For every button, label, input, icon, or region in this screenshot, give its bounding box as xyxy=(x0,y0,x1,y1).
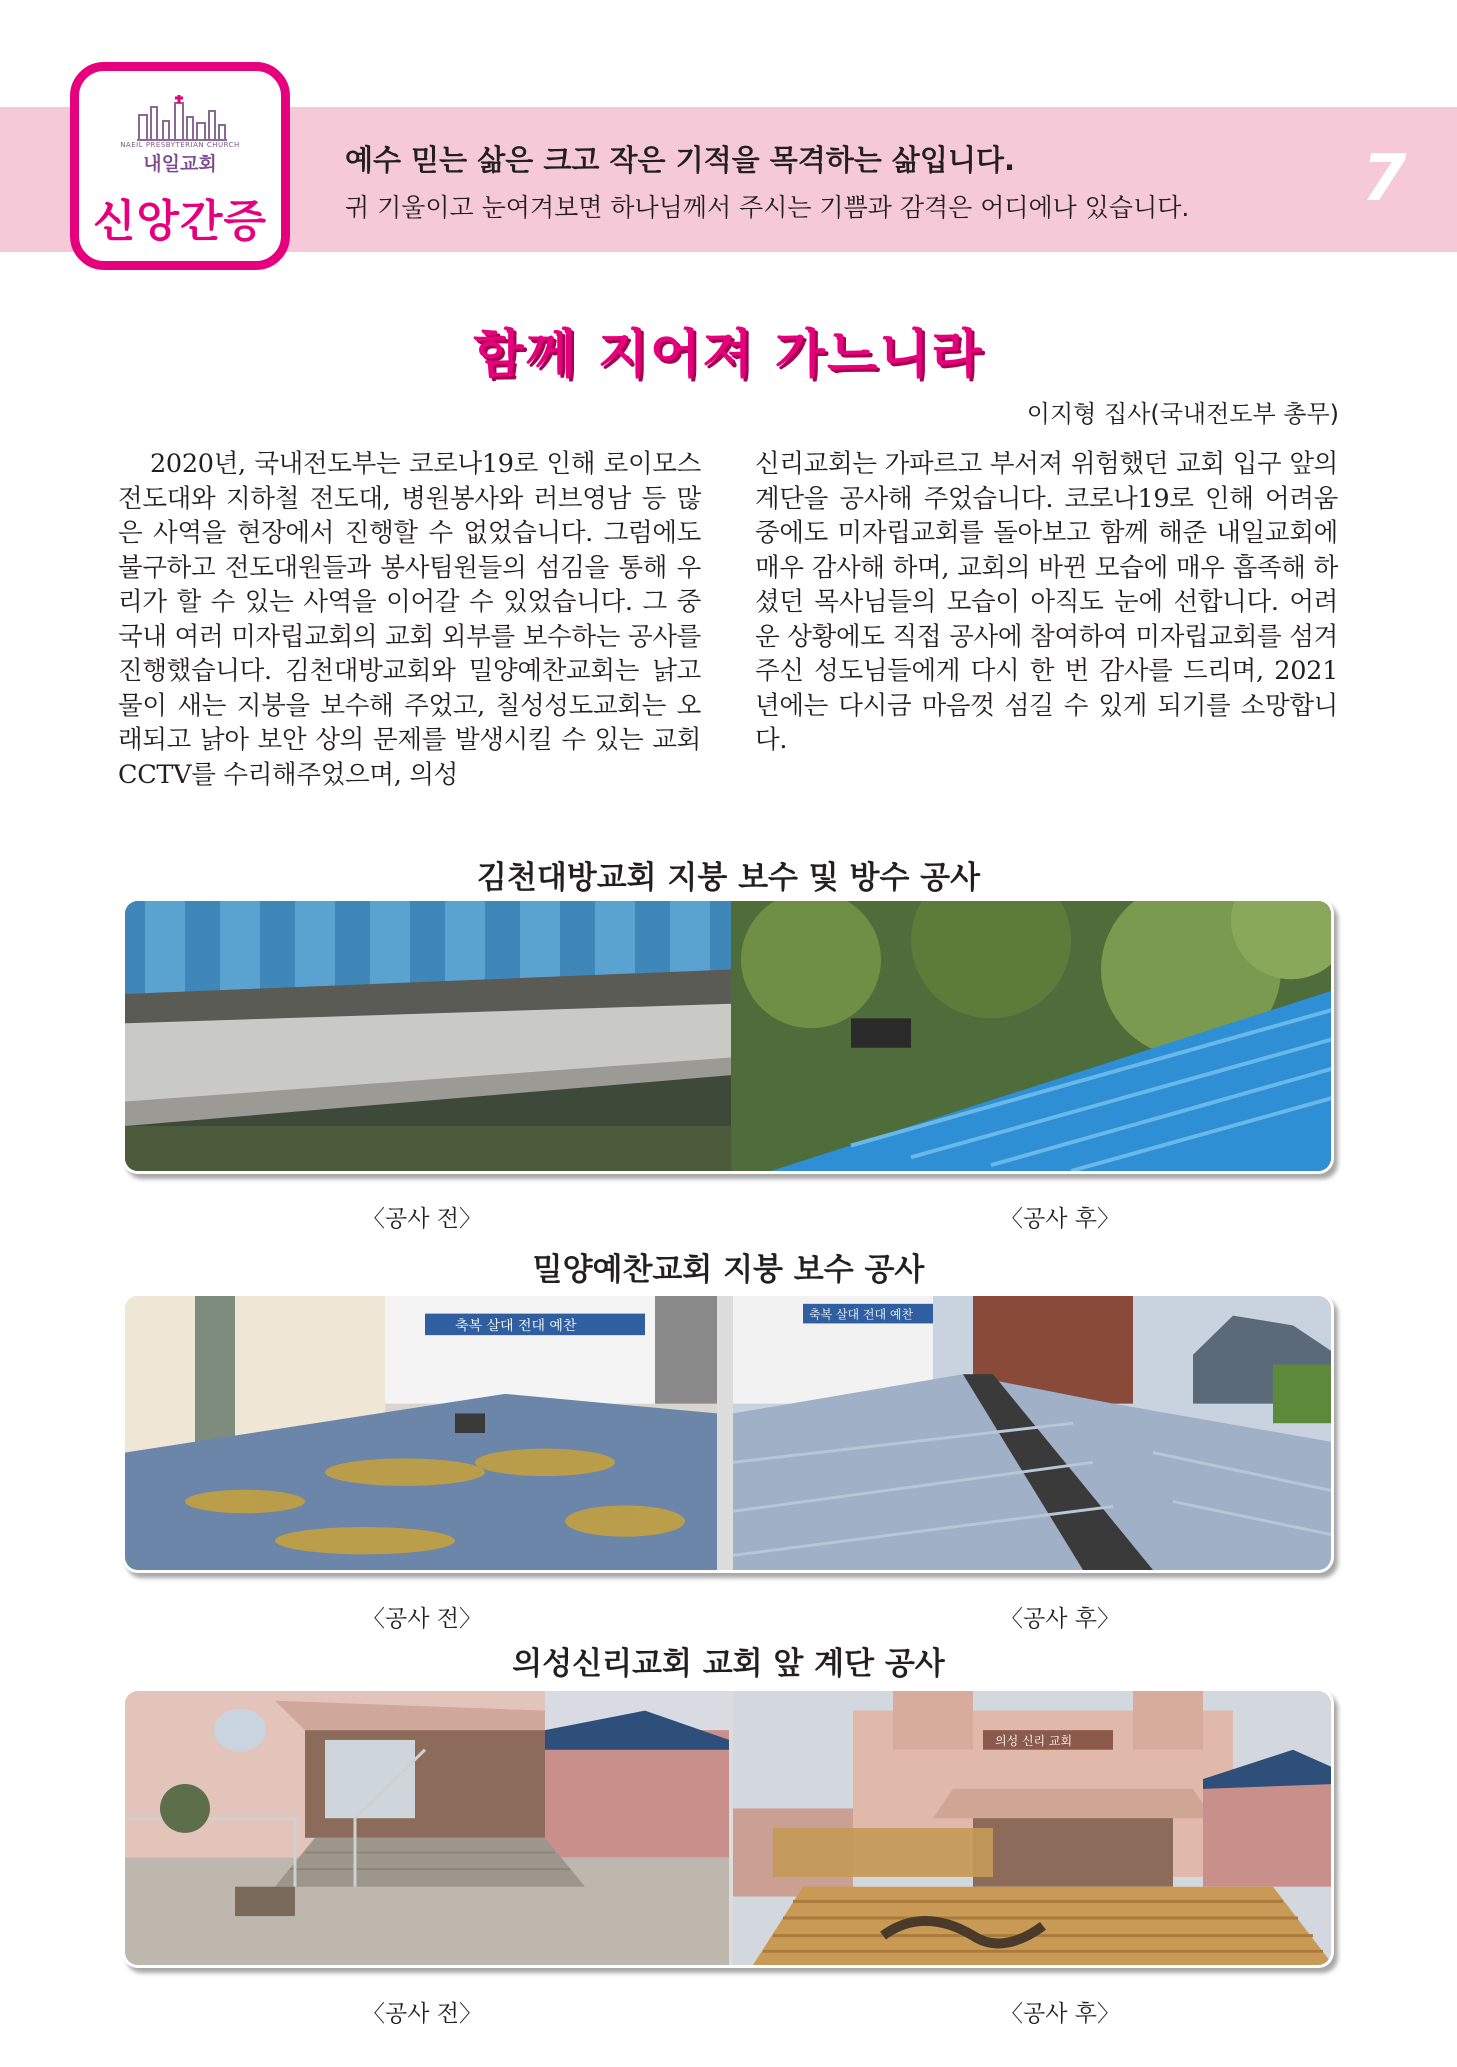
caption-miryang-before: 〈공사 전〉 xyxy=(362,1606,482,1632)
caption-gimcheon-before: 〈공사 전〉 xyxy=(362,1206,482,1232)
page-number: 7 xyxy=(1362,142,1407,216)
section-label: 신앙간증 xyxy=(92,196,267,247)
photo-frame-gimcheon xyxy=(122,898,1334,1174)
photo-uiseong-after xyxy=(733,1691,1334,1965)
sign-miryang-banner-before: 축복 살대 전대 예찬 xyxy=(455,1318,577,1335)
section-title-uiseong: 의성신리교회 교회 앞 계단 공사 xyxy=(512,1646,945,1682)
section-title-gimcheon: 김천대방교회 지붕 보수 및 방수 공사 xyxy=(476,860,981,896)
article-right-column: 신리교회는 가파르고 부서져 위험했던 교회 입구 앞의 계단을 공사해 주었습니다. 코로나19로 인해 어려움 중에도 미자립교회를 돌아보고 함께 해준 내일교회에 매우 감사해 하며, 교회의 바뀐 모습에 매우 흡족해 하셨던 목사님들의 모습이 아직도 눈에 선합니다. 어려운 상황에도 직접 공사에 참여하여 미자립교회를 섬겨 주신 성도님들에게 다시 한 번 감사를 드리며, 2021년에는 다시금 마음껏 섬길 수 있게 되기를 소망합니다. xyxy=(755,449,1338,755)
photo-frame-uiseong xyxy=(122,1688,1334,1968)
sign-uiseong-church: 의성 신리 교회 xyxy=(995,1733,1073,1748)
header-headline: 예수 믿는 삶은 크고 작은 기적을 목격하는 삶입니다. xyxy=(345,143,1015,177)
photo-gimcheon-before xyxy=(125,901,731,1171)
photo-frame-miryang xyxy=(122,1293,1334,1573)
photo-gimcheon-after xyxy=(731,901,1334,1171)
header-subline: 귀 기울이고 눈여겨보면 하나님께서 주시는 기쁨과 감격은 어디에나 있습니다. xyxy=(345,193,1190,222)
photo-miryang-before xyxy=(125,1296,717,1570)
sign-miryang-banner-after: 축복 살대 전대 예찬 xyxy=(809,1307,914,1322)
photo-miryang-after xyxy=(733,1296,1334,1570)
caption-gimcheon-after: 〈공사 후〉 xyxy=(1000,1206,1120,1232)
section-logo xyxy=(70,62,290,270)
photo-uiseong-before xyxy=(125,1691,729,1965)
caption-uiseong-after: 〈공사 후〉 xyxy=(1000,2001,1120,2027)
section-title-miryang: 밀양예찬교회 지붕 보수 공사 xyxy=(532,1252,925,1288)
caption-miryang-after: 〈공사 후〉 xyxy=(1000,1606,1120,1632)
caption-uiseong-before: 〈공사 전〉 xyxy=(362,2001,482,2027)
article-title: 함께 지어져 가느니라 xyxy=(473,325,984,385)
logo-english-text: NAEIL PRESBYTERIAN CHURCH xyxy=(120,141,240,149)
church-skyline-icon xyxy=(137,93,227,141)
article-author: 이지형 집사(국내전도부 총무) xyxy=(1026,400,1339,428)
article-left-column: 2020년, 국내전도부는 코로나19로 인해 로이모스전도대와 지하철 전도대, 병원봉사와 러브영남 등 많은 사역을 현장에서 진행할 수 없었습니다. 그럼에도 불구하고 전도대원들과 봉사팀원들의 섬김을 통해 우리가 할 수 있는 사역을 이어갈 수 있었습니다. 그 중 국내 여러 미자립교회의 교회 외부를 보수하는 공사를 진행했습니다. 김천대방교회와 밀양예찬교회는 낡고 물이 새는 지붕을 보수해 주었고, 칠성성도교회는 오래되고 낡아 보안 상의 문제를 발생시킬 수 있는 교회 CCTV를 수리해주었으며, 의성 xyxy=(118,449,701,790)
logo-church-name: 내일교회 xyxy=(143,153,217,175)
